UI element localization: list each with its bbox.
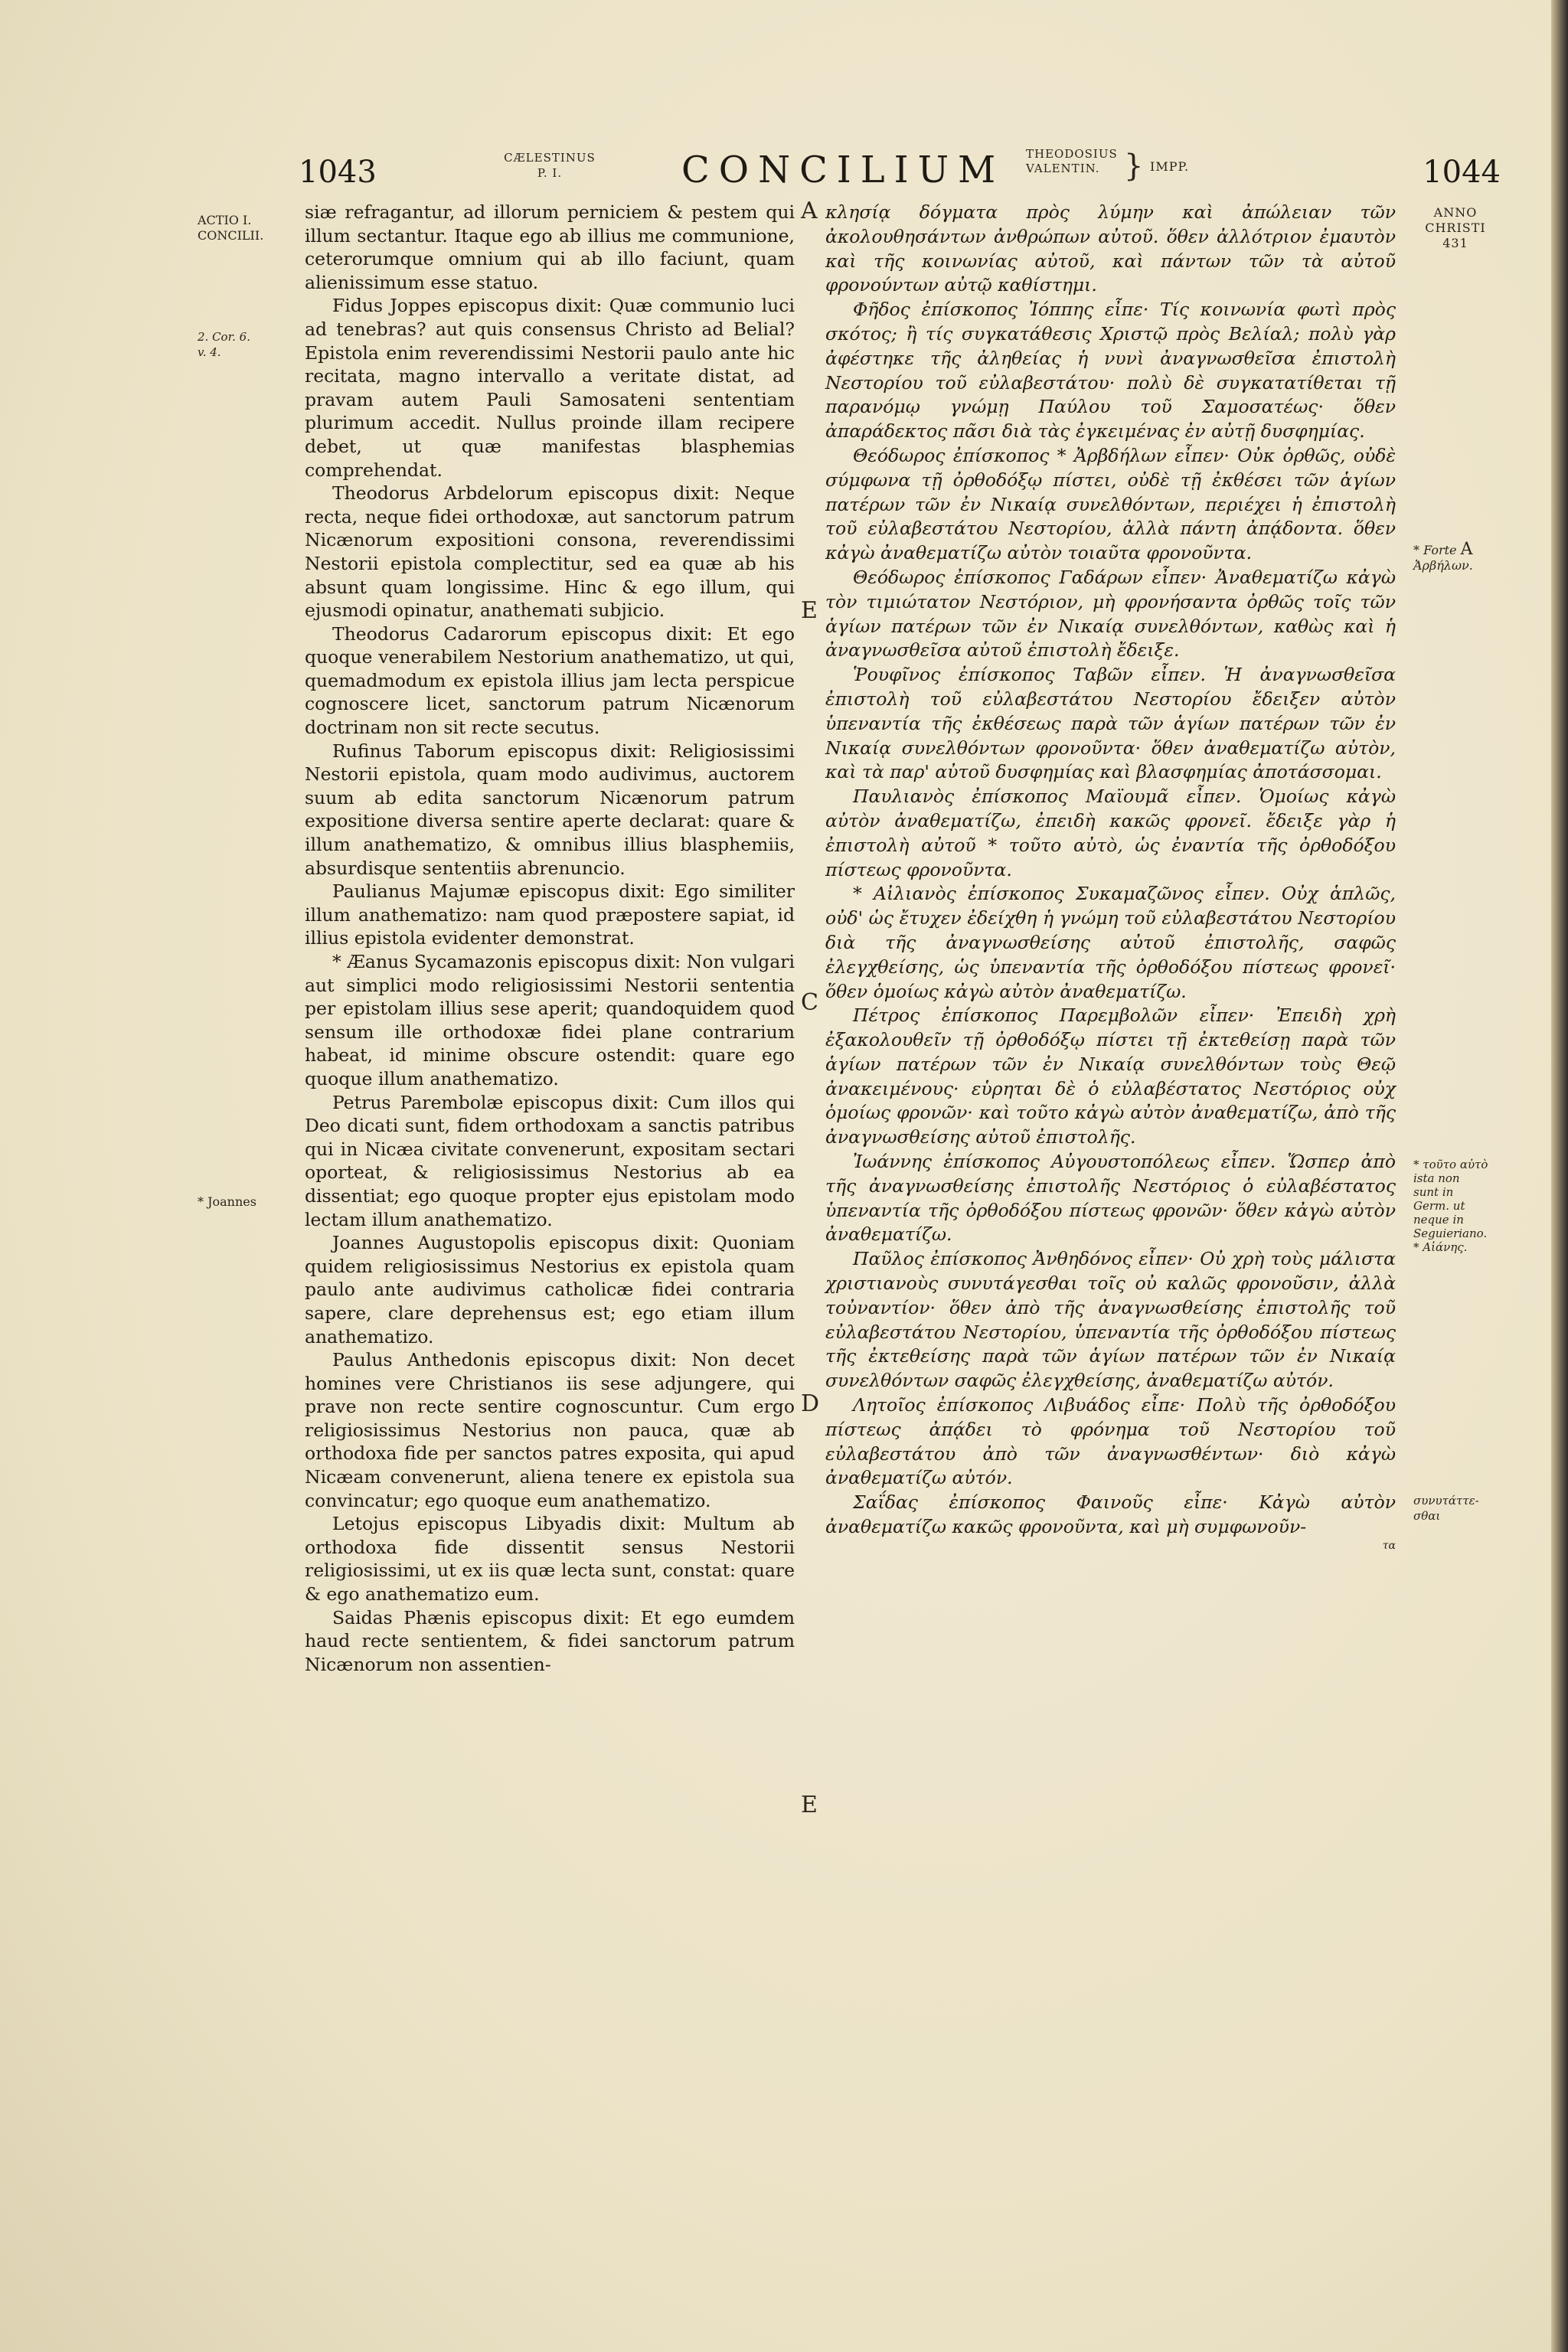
header-impp: IMPP. (1150, 159, 1190, 174)
greek-column (825, 201, 1396, 1552)
margin-actio-line-1: ACTIO I. (198, 213, 252, 227)
margin-note-line-3: sunt in (1413, 1185, 1454, 1199)
margin-actio (198, 213, 297, 243)
page-number-right: 1044 (1423, 155, 1501, 190)
latin-column (305, 201, 795, 1676)
margin-joannes-note: * Joannes (198, 1194, 256, 1209)
header-emperors (1026, 147, 1118, 176)
latin-paragraph: Petrus Parembolæ episcopus dixit: Cum illos qui Deo dicati sunt, fidem orthodoxam a sanctis patribus qui in Nicæa civitate convenerunt, expositam sectari oporteat, & religiosissimus Nestorius ab ea dissentiat; ego quoque propter ejus epistolam modo lectam illum anathematizo. (305, 1091, 795, 1230)
latin-paragraph: Paulianus Majumæ episcopus dixit: Ego similiter illum anathematizo: nam quod præpostere sapiat, id illius epistola evidenter demonstrat. (305, 880, 795, 949)
greek-paragraph: Θεόδωρος ἐπίσκοπος * Ἀρβδήλων εἶπεν· Οὐκ ὀρθῶς, οὐδὲ σύμφωνα τῇ ὀρθοδόξῳ πίστει, οὐδὲ τῇ ἐκθέσει τῶν ἁγίων πατέρων τῶν ἐν Νικαίᾳ συνελθόντων, περιέχει ἡ ἐπιστολὴ τοῦ εὐλαβεστάτου Νεστορίου, ἀλλὰ πάντη ἀπᾴδοντα. ὅθεν κἀγὼ ἀναθεματίζω αὐτὸν τοιαῦτα φρονοῦντα. (825, 444, 1396, 564)
greek-paragraph: Θεόδωρος ἐπίσκοπος Γαδάρων εἶπεν· Ἀναθεματίζω κἀγὼ τὸν τιμιώτατον Νεστόριον, μὴ φρονήσαντα ὀρθῶς τοῖς τῶν ἁγίων πατέρων τῶν ἐν Νικαίᾳ συνελθόντων, καθὼς καὶ ἡ ἀναγνωσθεῖσα αὐτοῦ ἐπιστολὴ ἔδειξε. (825, 566, 1396, 662)
section-letter-d: D (801, 1390, 820, 1417)
margin-forte-note (1413, 542, 1528, 573)
latin-paragraph: Rufinus Taborum episcopus dixit: Religiosissimi Nestorii epistola, quam modo audivimus, auctorem suum ab edita sanctorum Nicænorum patrum expositione diversa sentire aperte declarat: quare & illum anathematizo, & omnibus illius blasphemiis, absurdisque sententiis abrenuncio. (305, 740, 795, 879)
latin-paragraph: Theodorus Cadarorum episcopus dixit: Et ego quoque venerabilem Nestorium anathematizo, ut qui, quemadmodum ex epistola illius jam lecta perspicue cognoscere licet, sanctorum patrum Nicænorum doctrinam non sit recte secutus. (305, 622, 795, 739)
latin-paragraph: Paulus Anthedonis episcopus dixit: Non decet homines vere Christianos iis sese adjungere, qui prave non recte sentire cognoscuntur. Cum ergo religiosissimus Nestorius non pauca, quæ ab orthodoxa fide per sanctos patres exposita, qui apud Nicæam convenerunt, aliena tenere ex epistola sua convincatur; ego quoque eum anathematizo. (305, 1349, 795, 1511)
margin-anno-christi (1413, 205, 1498, 251)
margin-forte-word: * Forte (1413, 543, 1457, 557)
header-pope-name: CÆLESTINUS (504, 151, 596, 165)
greek-paragraph: Σαΐδας ἐπίσκοπος Φαινοῦς εἶπε· Κἀγὼ αὐτὸν ἀναθεματίζω κακῶς φρονοῦντα, καὶ μὴ συμφωνοῦν- (825, 1491, 1396, 1538)
header-title: CONCILIUM (681, 149, 1005, 191)
greek-catchword: τα (1382, 1539, 1396, 1552)
page-edge (1551, 0, 1568, 2352)
margin-note-line-2: ista non (1413, 1171, 1460, 1185)
page-number-left: 1043 (299, 155, 377, 190)
margin-variant-note (1413, 1158, 1528, 1254)
margin-forte-letter: A (1460, 540, 1473, 559)
margin-christi: CHRISTI (1425, 220, 1486, 235)
margin-note-line-1: * τοῦτο αὐτὸ (1413, 1158, 1488, 1171)
margin-forte-line-1 (1413, 542, 1528, 558)
margin-synt-note (1413, 1493, 1528, 1524)
margin-cor-line-1: 2. Cor. 6. (198, 330, 250, 344)
header-pope (504, 150, 596, 181)
margin-year: 431 (1442, 236, 1468, 250)
margin-scripture-ref (198, 329, 297, 360)
greek-paragraph: Παῦλος ἐπίσκοπος Ἀνθηδόνος εἶπεν· Οὐ χρὴ τοὺς μάλιστα χριστιανοὺς συνυτάγεσθαι τοῖς οὐ καλῶς φρονοῦσιν, ἀλλὰ τοὐναντίον· ὅθεν ἀπὸ τῆς ἀναγνωσθείσης ἐπιστολῆς τοῦ εὐλαβεστάτου Νεστορίου, ὑπεναντία τῆς ὀρθοδόξου πίστεως τῆς ἐκτεθείσης παρὰ τῶν ἁγίων πατέρων τῶν ἐν Νικαίᾳ συνελθόντων σαφῶς ἐλεγχθείσης, ἀναθεματίζω αὐτόν. (825, 1248, 1396, 1392)
greek-paragraph: Πέτρος ἐπίσκοπος Παρεμβολῶν εἶπεν· Ἐπειδὴ χρὴ ἐξακολουθεῖν τῇ ὀρθοδόξῳ πίστει τῇ ἐκτεθείσῃ παρὰ τῶν ἁγίων πατέρων τῶν ἐν Νικαίᾳ συνελθόντων τοὺς Θεῷ ἀνακειμένους· εὑρηται δὲ ὁ εὐλαβέστατος Νεστόριος οὐχ ὁμοίως φρονῶν· καὶ τοῦτο κἀγὼ αὐτὸν ἀναθεματίζω, ἀπὸ τῆς ἀναγνωσθείσης αὐτοῦ ἐπιστολῆς. (825, 1004, 1396, 1148)
margin-note-line-6: Seguieriano. (1413, 1227, 1488, 1240)
greek-paragraph: Ῥουφῖνος ἐπίσκοπος Ταβῶν εἶπεν. Ἡ ἀναγνωσθεῖσα ἐπιστολὴ τοῦ εὐλαβεστάτου Νεστορίου ἔδειξεν αὐτὸν ὑπεναντία τῆς ἐκθέσεως παρὰ τῶν ἁγίων πατέρων τῶν ἐν Νικαίᾳ συνελθόντων φρονοῦντα· ὅθεν ἀναθεματίζω αὐτὸν, καὶ τὰ παρ' αὐτοῦ δυσφημίας καὶ βλασφημίας ἀποτάσσομαι. (825, 664, 1396, 783)
running-header (299, 144, 1501, 198)
header-brace: } (1124, 149, 1144, 184)
header-emperor-2: VALENTIN. (1026, 162, 1100, 175)
latin-paragraph: * Æanus Sycamazonis episcopus dixit: Non vulgari aut simplici modo religiosissimi Nestorii sententia per epistolam illius sese aperit; quandoquidem quod sensum ille orthodoxæ fidei plane contrarium habeat, id minime obscure ostendit: quare ego quoque illum anathematizo. (305, 951, 795, 1089)
section-letter-e: E (801, 597, 818, 624)
greek-paragraph: Φῆδος ἐπίσκοπος Ἰόππης εἶπε· Τίς κοινωνία φωτὶ πρὸς σκότος; ἢ τίς συγκατάθεσις Χριστῷ πρὸς Βελίαλ; πολὺ γὰρ ἀφέστηκε τῆς ἀληθείας ἡ νυνὶ ἀναγνωσθεῖσα ἐπιστολὴ Νεστορίου τοῦ εὐλαβεστάτου· πολὺ δὲ συγκατατίθεται τῇ παρανόμῳ γνώμῃ Παύλου τοῦ Σαμοσατέως· ὅθεν ἀπαράδεκτος πᾶσι διὰ τὰς ἐγκειμένας ἐν αὐτῇ δυσφημίας. (825, 299, 1396, 443)
margin-note-line-4: Germ. ut (1413, 1199, 1465, 1213)
margin-actio-line-2: CONCILII. (198, 228, 264, 243)
greek-paragraph: Παυλιανὸς ἐπίσκοπος Μαϊουμᾶ εἶπεν. Ὁμοίως κἀγὼ αὐτὸν ἀναθεματίζω, ἐπειδὴ κακῶς φρονεῖ. ἔδειξε γὰρ ἡ ἐπιστολὴ αὐτοῦ * τοῦτο αὐτὸ, ὡς ἐναντία τῆς ὀρθοδόξου πίστεως φρονοῦντα. (825, 786, 1396, 880)
greek-paragraph: * Αἰλιανὸς ἐπίσκοπος Συκαμαζῶνος εἶπεν. Οὐχ ἁπλῶς, οὐδ' ὡς ἔτυχεν ἐδείχθη ἡ γνώμη τοῦ εὐλαβεστάτου Νεστορίου διὰ τῆς ἀναγνωσθείσης αὐτοῦ ἐπιστολῆς, σαφῶς ἐλεγχθείσης, ὡς ὑπεναντία τῆς ὀρθοδόξου πίστεως φρονεῖ· ὅθεν ὁμοίως κἀγὼ αὐτὸν ἀναθεματίζω. (825, 883, 1396, 1002)
margin-synt-line-1: συνυτάττε- (1413, 1494, 1479, 1508)
margin-cor-line-2: v. 4. (198, 345, 221, 359)
section-letter-e-2: E (801, 1792, 818, 1818)
header-pope-number: P. I. (537, 166, 563, 180)
latin-paragraph: Joannes Augustopolis episcopus dixit: Quoniam quidem religiosissimus Nestorius ex epistola quam paulo ante audivimus catholicæ fidei contraria sapere, clare deprehensus est; ego etiam illum anathematizo. (305, 1232, 795, 1348)
greek-paragraph: κλησίᾳ δόγματα πρὸς λύμην καὶ ἀπώλειαν τῶν ἀκολουθησάντων ἀνθρώπων αὐτοῦ. ὅθεν ἀλλότριον ἐμαυτὸν καὶ τῆς κοινωνίας αὐτοῦ, καὶ πάντων τῶν τὰ αὐτοῦ φρονούντων αὐτῷ καθίστημι. (825, 201, 1396, 296)
margin-synt-line-2: σθαι (1413, 1509, 1441, 1523)
margin-forte-line-2: Ἀρβήλων. (1413, 558, 1473, 573)
latin-paragraph: siæ refragantur, ad illorum perniciem & pestem qui illum sectantur. Itaque ego ab illius me communione, ceterorumque omnium qui ab illo faciunt, quam alienissimum esse statuo. (305, 201, 795, 293)
latin-paragraph: Letojus episcopus Libyadis dixit: Multum ab orthodoxa fide dissentit sensus Nestorii religiosissimi, ut ex iis quæ lecta sunt, constat: quare & ego anathematizo eum. (305, 1513, 795, 1606)
greek-paragraph: Ἰωάννης ἐπίσκοπος Αὐγουστοπόλεως εἶπεν. Ὥσπερ ἀπὸ τῆς ἀναγνωσθείσης ἐπιστολῆς Νεστόριος ὁ εὐλαβέστατος ὑπεναντία τῆς ὀρθοδόξου πίστεως φρονῶν· ὅθεν κἀγὼ αὐτὸν ἀναθεματίζω. (825, 1151, 1396, 1246)
greek-paragraph: Λητοῖος ἐπίσκοπος Λιβυάδος εἶπε· Πολὺ τῆς ὀρθοδόξου πίστεως ἀπᾴδει τὸ φρόνημα τοῦ Νεστορίου τοῦ εὐλαβεστάτου ἀπὸ τῶν ἀναγνωσθέντων· διὸ κἀγὼ ἀναθεματίζω αὐτόν. (825, 1394, 1396, 1489)
latin-paragraph: Saidas Phænis episcopus dixit: Et ego eumdem haud recte sentientem, & fidei sanctorum patrum Nicænorum non assentien- (305, 1606, 795, 1675)
latin-paragraph: Fidus Joppes episcopus dixit: Quæ communio luci ad tenebras? aut quis consensus Christo ad Belial? Epistola enim reverendissimi Nestorii paulo ante hic recitata, magno intervallo a veritate distat, ad pravam autem Pauli Samosateni sententiam plurimum accedit. Nullus proinde illam recipere debet, ut quæ manifestas blasphemias comprehendat. (305, 295, 795, 481)
margin-anno: ANNO (1433, 205, 1478, 220)
section-letter-a: A (801, 198, 818, 224)
latin-paragraph: Theodorus Arbdelorum episcopus dixit: Neque recta, neque fidei orthodoxæ, aut sanctorum patrum Nicænorum expositioni consona, reverendissimi Nestorii epistola complectitur, sed ea quæ ab his absunt quam longissime. Hinc & ego illum, qui ejusmodi opinatur, anathemati subjicio. (305, 482, 795, 622)
margin-note-line-7: * Αἰάνης. (1413, 1240, 1468, 1254)
header-emperor-1: THEODOSIUS (1026, 147, 1118, 161)
section-letter-c: C (801, 989, 818, 1016)
margin-note-line-5: neque in (1413, 1213, 1464, 1227)
